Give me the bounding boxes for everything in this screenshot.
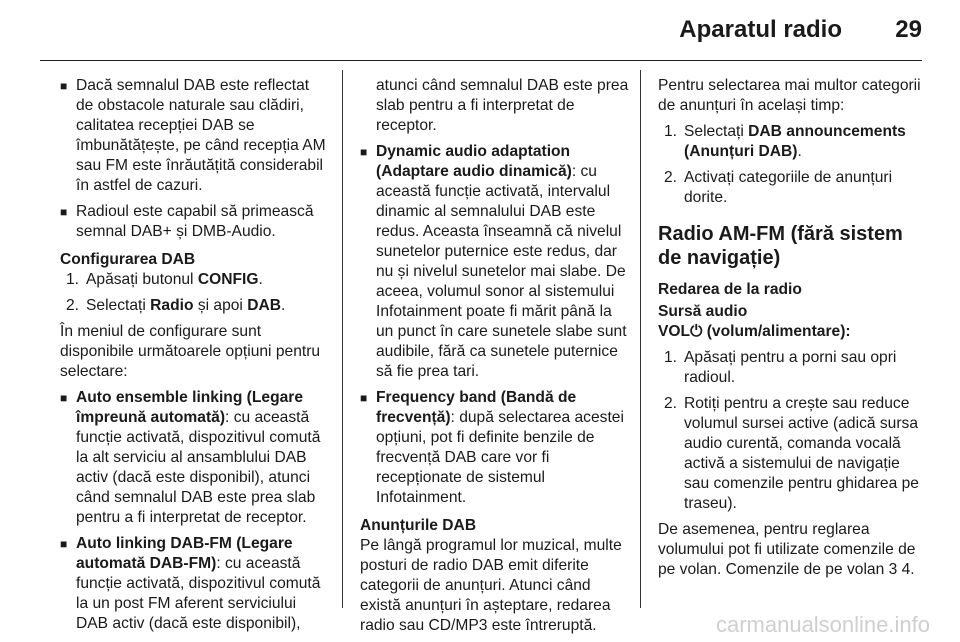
step-text: Activați categoriile de anunțuri dorite.	[684, 169, 893, 206]
note-text: De asemenea, pentru reglarea volumului pot fi utilizate comenzile de pe volan. Comenzile de pe volan	[658, 521, 916, 578]
step-number: 1.	[66, 271, 80, 288]
config-button-label: CONFIG	[197, 271, 259, 288]
column-divider-2	[640, 70, 641, 608]
continued-text: atunci când semnalul DAB este prea slab pentru a fi interpretat de receptor.	[376, 77, 629, 134]
column-3	[658, 76, 928, 580]
bullet-dab-reflection: ■ Dacă semnalul DAB este reflectat de obstacole naturale sau clădiri, calitatea recepției DAB se îmbunătățește, pe când recepția AM sau FM este înrăutățită considerabil în astfel de cazuri.	[60, 76, 330, 196]
page-ref-icon: 3	[888, 561, 898, 578]
step-text: Apăsați butonul	[86, 271, 198, 288]
step-text: Rotiți pentru a crește sau reduce volumul sursei active (adică sursa audio curentă, comanda vocală activă a sistemului de navigație sau comenzile pentru ghidarea pe traseu).	[684, 395, 919, 512]
power-icon: ⏻	[690, 323, 703, 340]
step-text: Apăsați pentru a porni sau opri radioul.	[684, 349, 897, 386]
steering-wheel-note	[658, 520, 928, 580]
step-text: Selectați	[684, 123, 749, 140]
option-auto-ensemble	[60, 388, 330, 528]
option-frequency-band	[360, 388, 630, 508]
option-text: : după selectarea acestei opțiuni, pot fi definite benzile de frecvență DAB care vor fi recepționate de sistemul Infotainment.	[376, 409, 624, 506]
option-dynamic-audio	[360, 142, 630, 382]
option-title: Auto linking DAB-FM (Legare automată DAB-FM)	[76, 535, 293, 572]
config-intro: În meniul de configurare sunt disponibile următoarele opțiuni pentru selectare:	[60, 323, 321, 380]
step-number: 2.	[66, 297, 80, 314]
heading-radio-playback: Redarea de la radio	[658, 281, 802, 298]
step-text: și apoi	[193, 297, 248, 314]
option-text: : cu această funcție activată, intervalul dinamic al semnalului DAB este redus. Aceasta înseamnă că nivelul sunetelor puternice este redus, dar nu și nivelul sunetelor mai slabe. De aceea, volumul sonor al sistemului Infotainment poate fi mărit până la un punct în care sunetele slabe sunt audibile, fără ca sunetele puternice să fie prea tari.	[376, 163, 627, 380]
vol-label-suffix: (volum/alimentare):	[702, 323, 851, 340]
step-number: 2.	[664, 395, 678, 412]
header-rule	[40, 60, 922, 61]
page-number: 29	[895, 16, 922, 43]
step-1	[60, 270, 330, 290]
note-text: 4.	[897, 561, 915, 578]
radio-label: Radio	[150, 297, 194, 314]
heading-radio-am-fm: Radio AM-FM (fără sistem de navigație)	[658, 223, 903, 269]
step-1	[658, 122, 928, 162]
step-text: .	[281, 297, 286, 314]
heading-vol-knob	[658, 322, 928, 342]
option-title: Auto ensemble linking (Legare împreună automată)	[76, 389, 304, 426]
section-title: Aparatul radio	[679, 16, 842, 43]
step-text: Selectați	[86, 297, 151, 314]
column-2	[360, 76, 630, 636]
announcements-text: Pe lângă programul lor muzical, multe posturi de radio DAB emit diferite categorii de anunțuri. Atunci când există anunțuri în așteptare, redarea radio sau CD/MP3 este întreruptă.	[360, 537, 622, 634]
column-divider-1	[342, 70, 343, 608]
option-title: Dynamic audio adaptation (Adaptare audio dinamică)	[376, 143, 572, 180]
step-2	[658, 168, 928, 208]
option-text: : cu această funcție activată, dispozitivul comută la alt serviciu al ansamblului DAB activ (dacă este disponibil), atunci când semnalul DAB este prea slab pentru a fi interpretat de receptor.	[76, 409, 321, 526]
vol-step-2	[658, 394, 928, 514]
step-text: .	[258, 271, 263, 288]
dab-label: DAB	[247, 297, 282, 314]
bullet-dab-plus: ■ Radioul este capabil să primească semnal DAB+ și DMB-Audio.	[60, 202, 330, 242]
step-2	[60, 296, 330, 316]
page-header	[0, 0, 960, 62]
option-auto-linking	[60, 534, 330, 634]
option-title: Frequency band (Bandă de frecvență)	[376, 389, 577, 426]
column-1	[60, 76, 330, 640]
vol-label: VOL	[658, 323, 691, 340]
dab-announcements-label: DAB announcements (Anunțuri DAB)	[684, 123, 906, 160]
step-number: 1.	[664, 123, 678, 140]
heading-dab-announcements: Anunțurile DAB	[360, 517, 477, 534]
vol-step-1	[658, 348, 928, 388]
step-number: 2.	[664, 169, 678, 186]
heading-dab-config: Configurarea DAB	[60, 251, 196, 268]
watermark: carmanualsonline.info	[715, 612, 930, 637]
heading-audio-source: Sursă audio	[658, 303, 748, 320]
step-number: 1.	[664, 349, 678, 366]
multi-category-intro: Pentru selectarea mai multor categorii de anunțuri în același timp:	[658, 77, 921, 114]
step-text: .	[797, 143, 802, 160]
option-text: : cu această funcție activată, dispozitivul comută la un post FM aferent serviciului DAB activ (dacă este disponibil),	[76, 555, 321, 632]
